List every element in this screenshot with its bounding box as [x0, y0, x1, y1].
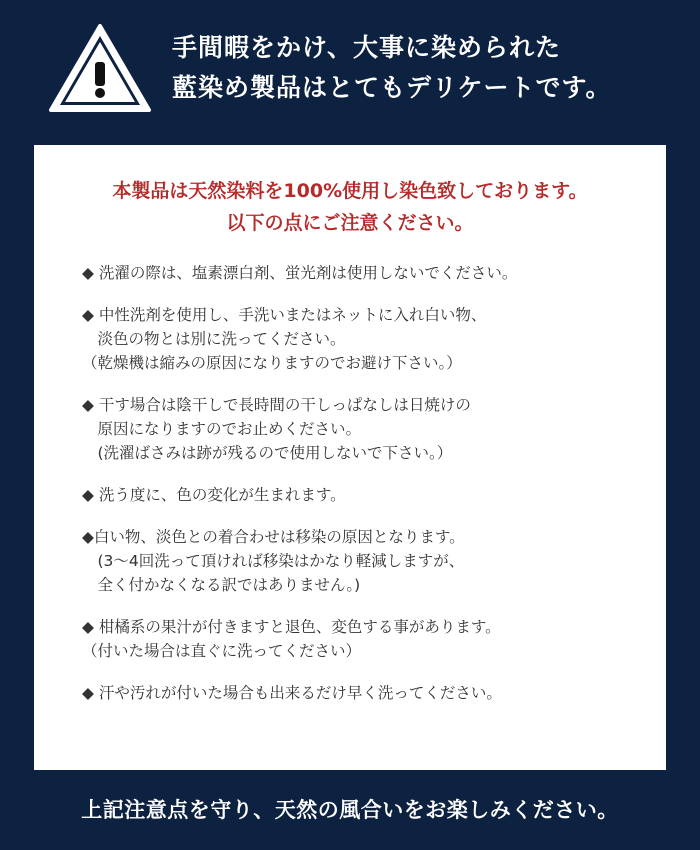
care-item-line: ◆ 汗や汚れが付いた場合も出来るだけ早く洗ってください。 [82, 684, 502, 702]
care-item-line: 全く付かなくなる訳ではありません。) [82, 576, 361, 594]
care-item [82, 525, 652, 597]
care-item-line: 原因になりますのでお止めください。 [82, 420, 362, 438]
care-item-line: （付いた場合は直ぐに洗ってください） [82, 642, 362, 660]
notice-line: 本製品は天然染料を100%使用し染色致しております。 [112, 180, 588, 202]
care-item-line: （乾燥機は縮みの原因になりますのでお避け下さい。） [82, 354, 462, 372]
care-item-list [82, 261, 652, 723]
header-title-line: 藍染め製品はとてもデリケートです。 [172, 73, 612, 102]
care-item-line: ◆ 洗う度に、色の変化が生まれます。 [82, 486, 346, 504]
care-item [82, 303, 652, 375]
care-item [82, 615, 652, 663]
header-title-line: 手間暇をかけ、大事に染められた [172, 33, 562, 62]
care-item-line: (3〜4回洗って頂ければ移染はかなり軽減しますが、 [82, 552, 465, 570]
notice-line: 以下の点にご注意ください。 [226, 212, 474, 234]
care-item [82, 483, 652, 507]
care-item-line: ◆ 洗濯の際は、塩素漂白剤、蛍光剤は使用しないでください。 [82, 264, 518, 282]
care-item-line: (洗濯ばさみは跡が残るので使用しないで下さい。） [82, 444, 453, 462]
care-item [82, 681, 652, 705]
footer-message: 上記注意点を守り、天然の風合いをお楽しみください。 [81, 797, 619, 822]
header [0, 0, 700, 140]
notice-heading [34, 175, 666, 239]
care-item-line: ◆ 干す場合は陰干しで長時間の干しっぱなしは日焼けの [82, 396, 471, 414]
care-item-line: ◆ 柑橘系の果汁が付きますと退色、変色する事があります。 [82, 618, 501, 636]
care-instructions-panel [34, 145, 666, 770]
care-item-line: ◆白い物、淡色との着合わせは移染の原因となります。 [82, 528, 465, 546]
care-item-line: ◆ 中性洗剤を使用し、手洗いまたはネットに入れ白い物、 [82, 306, 487, 324]
care-item [82, 261, 652, 285]
header-title [172, 28, 682, 108]
care-item-line: 淡色の物とは別に洗ってください。 [82, 330, 346, 348]
care-item [82, 393, 652, 465]
warning-triangle-icon [48, 22, 152, 114]
